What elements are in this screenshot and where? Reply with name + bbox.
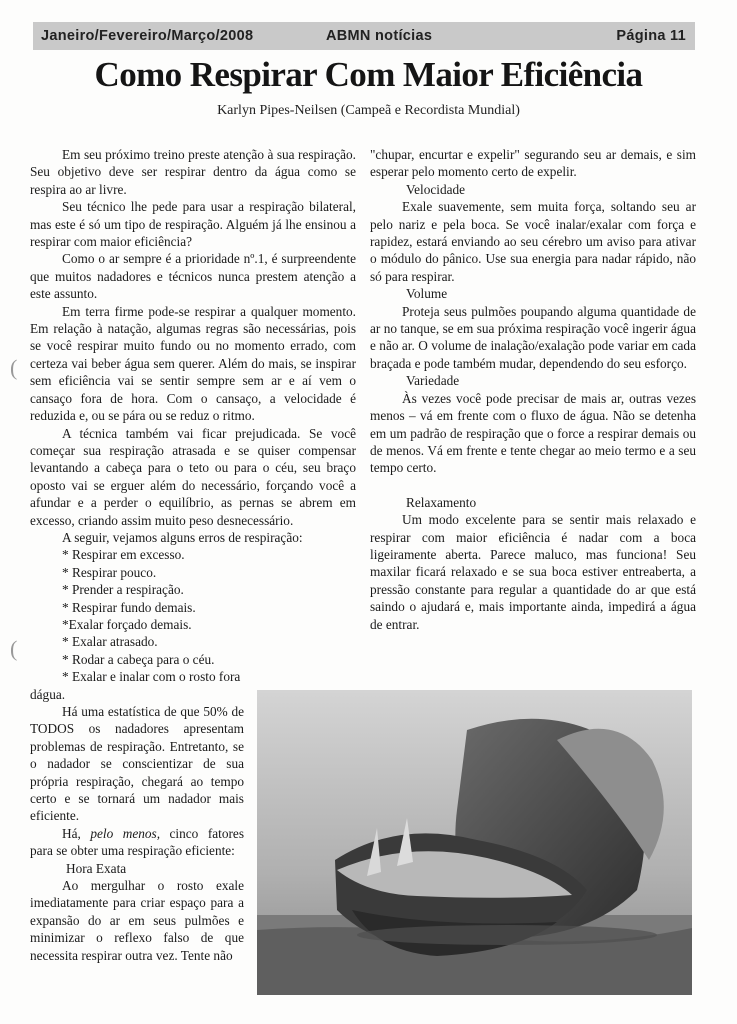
scan-mark: ( bbox=[10, 355, 18, 380]
article-title: Como Respirar Com Maior Eficiência bbox=[94, 55, 643, 94]
list-item: * Prender a respiração. bbox=[62, 582, 184, 598]
hippo-photo bbox=[257, 690, 692, 995]
page-header bbox=[33, 22, 695, 50]
article-byline: Karlyn Pipes-Neilsen (Campeã e Recordista Mundial) bbox=[217, 103, 520, 118]
publication-name: ABMN notícias bbox=[326, 28, 433, 44]
paragraph: Em seu próximo treino preste atenção à sua respiração. Seu objetivo deve ser respirar dentro da água como se respira ao ar livre. bbox=[30, 147, 356, 197]
subheading: Velocidade bbox=[406, 181, 466, 197]
column-right bbox=[370, 146, 696, 633]
paragraph: Às vezes você pode precisar de mais ar, outras vezes menos – vá em frente com o fluxo de água. Não se detenha em um padrão de respiração que o force a respirar demais ou de menos. Vá em frente e tente chegar ao meio termo e a seu tempo certo. bbox=[370, 390, 696, 476]
paragraph: Ao mergulhar o rosto exale imediatamente para criar espaço para a expansão do ar em seus pulmões e minimizar o reflexo falso de que necessita respirar outra vez. Tente não bbox=[30, 878, 244, 963]
paragraph: Em terra firme pode-se respirar a qualquer momento. Em relação à natação, algumas regras são necessárias, pois se você respirar muito fundo ou no momento errado, com certeza vai beber água sem querer. Além do mais, se inspirar sem eficiência vai se sentir sempre sem ar e aí vem o cansaço fora de hora. Com o cansaço, a velocidade é reduzida e, ou se pára ou se reduz o ritmo. bbox=[30, 303, 356, 424]
paragraph: Como o ar sempre é a prioridade nº.1, é surpreendente que muitos nadadores e técnicos nunca prestem atenção a este assunto. bbox=[30, 251, 356, 302]
subheading: Hora Exata bbox=[66, 860, 127, 876]
list-item: * Respirar fundo demais. bbox=[62, 599, 196, 615]
issue-date: Janeiro/Fevereiro/Março/2008 bbox=[41, 28, 254, 44]
list-item-continuation: dágua. bbox=[30, 686, 66, 702]
emphasis: pelo menos, bbox=[90, 825, 161, 841]
paragraph: "chupar, encurtar e expelir" segurando seu ar demais, e sim esperar pelo momento certo de expelir. bbox=[370, 147, 696, 180]
list-item: * Exalar e inalar com o rosto fora bbox=[62, 669, 241, 685]
paragraph-rest: cinco fatores para se obter uma respiração eficiente: bbox=[30, 825, 244, 859]
paragraph: A seguir, vejamos alguns erros de respiração: bbox=[62, 529, 303, 545]
list-item: * Exalar atrasado. bbox=[62, 634, 158, 650]
list-item: * Rodar a cabeça para o céu. bbox=[62, 651, 215, 667]
list-item: * Respirar em excesso. bbox=[62, 547, 185, 563]
page-number: Página 11 bbox=[616, 28, 686, 44]
subheading: Relaxamento bbox=[406, 494, 477, 510]
hippo-illustration bbox=[257, 690, 692, 995]
list-item: * Respirar pouco. bbox=[62, 564, 157, 580]
paragraph: A técnica também vai ficar prejudicada. Se você começar sua respiração atrasada e se quiser compensar levantando a cabeça para o teto ou para o céu, seu braço oposto vai se erguer além do necessário, forçando você a afundar e a perder o equilíbrio, as pernas se abrem em excesso, criando assim muito peso desnecessário. bbox=[30, 425, 356, 528]
subheading: Volume bbox=[406, 286, 448, 302]
paragraph: Proteja seus pulmões poupando alguma quantidade de ar no tanque, se em sua próxima respiração você ingerir água e não ar. O volume de inalação/exalação pode variar em cada braçada e pode também mudar, dependendo do seu esforço. bbox=[370, 303, 696, 371]
list-item: *Exalar forçado demais. bbox=[62, 616, 192, 632]
paragraph: Exale suavemente, sem muita força, soltando seu ar pelo nariz e pela boca. Se você inalar/exalar com força e rapidez, estará enviando ao seu cérebro um aviso para ativar o módulo do pânico. Use sua energia para nadar rápido, não só para respirar. bbox=[370, 199, 696, 284]
paragraph: Um modo excelente para se sentir mais relaxado e respirar com maior eficiência é nadar com a boca ligeiramente aberta. Parece maluco, mas funciona! Seu maxilar ficará relaxado e se sua boca estiver entreaberta, a pressão constante para regular a quantidade do ar que está saindo o ajudará e, mais importante ainda, impedirá a água de entrar. bbox=[370, 512, 696, 632]
paragraph-lead: Há, bbox=[62, 825, 91, 841]
subheading: Variedade bbox=[406, 373, 460, 389]
paragraph: Seu técnico lhe pede para usar a respiração bilateral, mas este é só um tipo de respiração. Alguém já lhe ensinou a respirar com maior eficiência? bbox=[30, 199, 356, 250]
paragraph bbox=[30, 825, 244, 860]
paragraph: Há uma estatística de que 50% de TODOS os nadadores apresentam problemas de respiração. Entretanto, se o nadador se conscientizar de sua própria respiração, chegará ao tempo certo e se tornará um nadador mais eficiente. bbox=[30, 704, 244, 824]
scan-mark: ( bbox=[10, 636, 18, 661]
